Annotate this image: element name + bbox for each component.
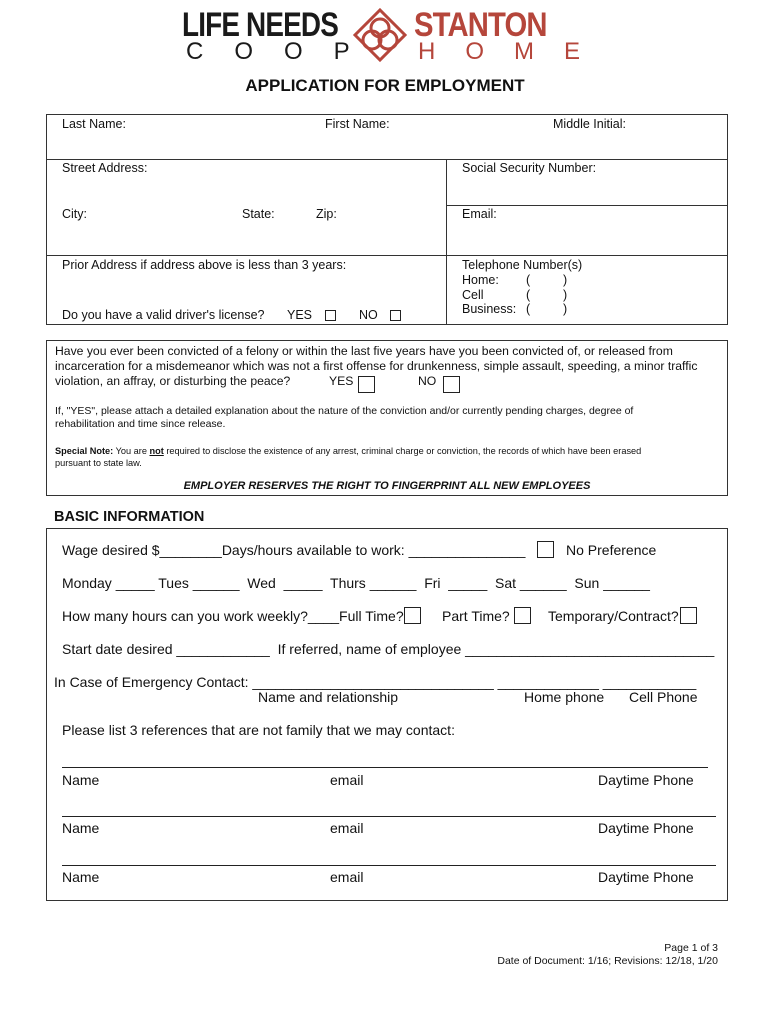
name-relationship-caption: Name and relationship bbox=[258, 689, 399, 705]
conviction-yes-checkbox[interactable] bbox=[358, 376, 375, 393]
page-title: APPLICATION FOR EMPLOYMENT bbox=[245, 76, 525, 95]
drivers-license-label: Do you have a valid driver's license? bbox=[62, 308, 265, 322]
conviction-question-line3: violation, an affray, or disturbing the peace? bbox=[55, 374, 291, 388]
reference-2-name: Name bbox=[62, 820, 100, 836]
reference-3-email: email bbox=[330, 869, 364, 885]
celtic-knot-icon bbox=[351, 6, 409, 64]
paren-open: ( bbox=[526, 288, 531, 302]
first-name-field[interactable]: First Name: bbox=[325, 117, 390, 131]
paren-close: ) bbox=[563, 302, 568, 316]
conviction-yes-label: YES bbox=[329, 374, 354, 388]
logo-stanton: STANTON bbox=[414, 6, 547, 44]
license-no-checkbox[interactable] bbox=[390, 310, 401, 321]
paren-open: ( bbox=[526, 273, 531, 287]
reference-3-phone: Daytime Phone bbox=[598, 869, 694, 885]
special-note-text-b: required to disclose the existence of any arrest, criminal charge or conviction, the records of which have been erased bbox=[163, 446, 642, 456]
special-note-text-a: You are bbox=[115, 446, 150, 456]
conviction-question-line1: Have you ever been convicted of a felony or within the last five years have you been convicted of, or released from bbox=[55, 344, 673, 358]
special-note-not: not bbox=[149, 446, 164, 456]
special-note-line2: pursuant to state law. bbox=[55, 458, 142, 468]
logo-home: HOME bbox=[418, 38, 610, 65]
days-available-field[interactable]: Monday _____ Tues ______ Wed _____ Thurs ______ Fri _____ Sat ______ Sun ______ bbox=[62, 575, 650, 591]
temporary-contract-label: Temporary/Contract? bbox=[548, 608, 679, 624]
if-yes-instruction-line2: rehabilitation and time since release. bbox=[55, 418, 226, 430]
reference-line[interactable] bbox=[62, 767, 708, 768]
paren-close: ) bbox=[563, 288, 568, 302]
special-note bbox=[55, 445, 641, 458]
home-phone-label[interactable]: Home: bbox=[462, 273, 499, 287]
start-date-field[interactable]: Start date desired ____________ If referred, name of employee ________________________________ bbox=[62, 641, 715, 657]
city-field[interactable]: City: bbox=[62, 207, 87, 221]
license-no-label: NO bbox=[359, 308, 378, 322]
references-prompt: Please list 3 references that are not family that we may contact: bbox=[62, 722, 455, 738]
page-number: Page 1 of 3 bbox=[664, 942, 718, 954]
reference-1-phone: Daytime Phone bbox=[598, 772, 694, 788]
full-time-checkbox[interactable] bbox=[404, 607, 421, 624]
weekly-hours-field[interactable]: How many hours can you work weekly?____Full Time? bbox=[62, 608, 404, 624]
logo-life-needs: LIFE NEEDS bbox=[182, 6, 339, 44]
part-time-checkbox[interactable] bbox=[514, 607, 531, 624]
emergency-contact-field[interactable]: In Case of Emergency Contact: _______________________________ _____________ ____________ bbox=[54, 674, 697, 690]
ssn-field[interactable]: Social Security Number: bbox=[462, 161, 597, 175]
no-preference-checkbox[interactable] bbox=[537, 541, 554, 558]
street-address-field[interactable]: Street Address: bbox=[62, 161, 148, 175]
document-date: Date of Document: 1/16; Revisions: 12/18, 1/20 bbox=[497, 955, 718, 967]
no-preference-label: No Preference bbox=[566, 542, 657, 558]
reference-3-name: Name bbox=[62, 869, 100, 885]
special-note-label: Special Note: bbox=[55, 446, 114, 456]
part-time-label: Part Time? bbox=[442, 608, 510, 624]
reference-line[interactable] bbox=[62, 865, 716, 866]
fingerprint-notice: EMPLOYER RESERVES THE RIGHT TO FINGERPRINT ALL NEW EMPLOYEES bbox=[183, 480, 591, 492]
cell-phone-caption: Cell Phone bbox=[629, 689, 698, 705]
if-yes-instruction-line1: If, "YES", please attach a detailed explanation about the nature of the conviction and/or currently pending charges, degree of bbox=[55, 405, 634, 417]
state-field[interactable]: State: bbox=[242, 207, 275, 221]
reference-2-phone: Daytime Phone bbox=[598, 820, 694, 836]
conviction-no-checkbox[interactable] bbox=[443, 376, 460, 393]
business-phone-label[interactable]: Business: bbox=[462, 302, 517, 316]
reference-1-name: Name bbox=[62, 772, 100, 788]
middle-initial-field[interactable]: Middle Initial: bbox=[553, 117, 626, 131]
logo-coop: COOP bbox=[186, 38, 381, 65]
paren-close: ) bbox=[563, 273, 568, 287]
email-field[interactable]: Email: bbox=[462, 207, 497, 221]
reference-1-email: email bbox=[330, 772, 364, 788]
reference-line[interactable] bbox=[62, 816, 716, 817]
home-phone-caption: Home phone bbox=[524, 689, 605, 705]
personal-info-table bbox=[46, 114, 728, 325]
prior-address-field[interactable]: Prior Address if address above is less than 3 years: bbox=[62, 258, 347, 272]
conviction-no-label: NO bbox=[418, 374, 437, 388]
zip-field[interactable]: Zip: bbox=[316, 207, 337, 221]
telephone-heading: Telephone Number(s) bbox=[462, 258, 583, 272]
reference-2-email: email bbox=[330, 820, 364, 836]
license-yes-checkbox[interactable] bbox=[325, 310, 336, 321]
basic-info-heading: BASIC INFORMATION bbox=[54, 509, 205, 525]
license-yes-label: YES bbox=[287, 308, 313, 322]
conviction-question-line2: incarceration for a misdemeanor which was not a first offense for drunkenness, simple assault, speeding, a minor traffic bbox=[55, 359, 698, 373]
temporary-contract-checkbox[interactable] bbox=[680, 607, 697, 624]
wage-desired-field[interactable]: Wage desired $________Days/hours available to work: _______________ bbox=[62, 542, 526, 558]
paren-open: ( bbox=[526, 302, 531, 316]
last-name-field[interactable]: Last Name: bbox=[62, 117, 126, 131]
cell-phone-label[interactable]: Cell bbox=[462, 288, 484, 302]
